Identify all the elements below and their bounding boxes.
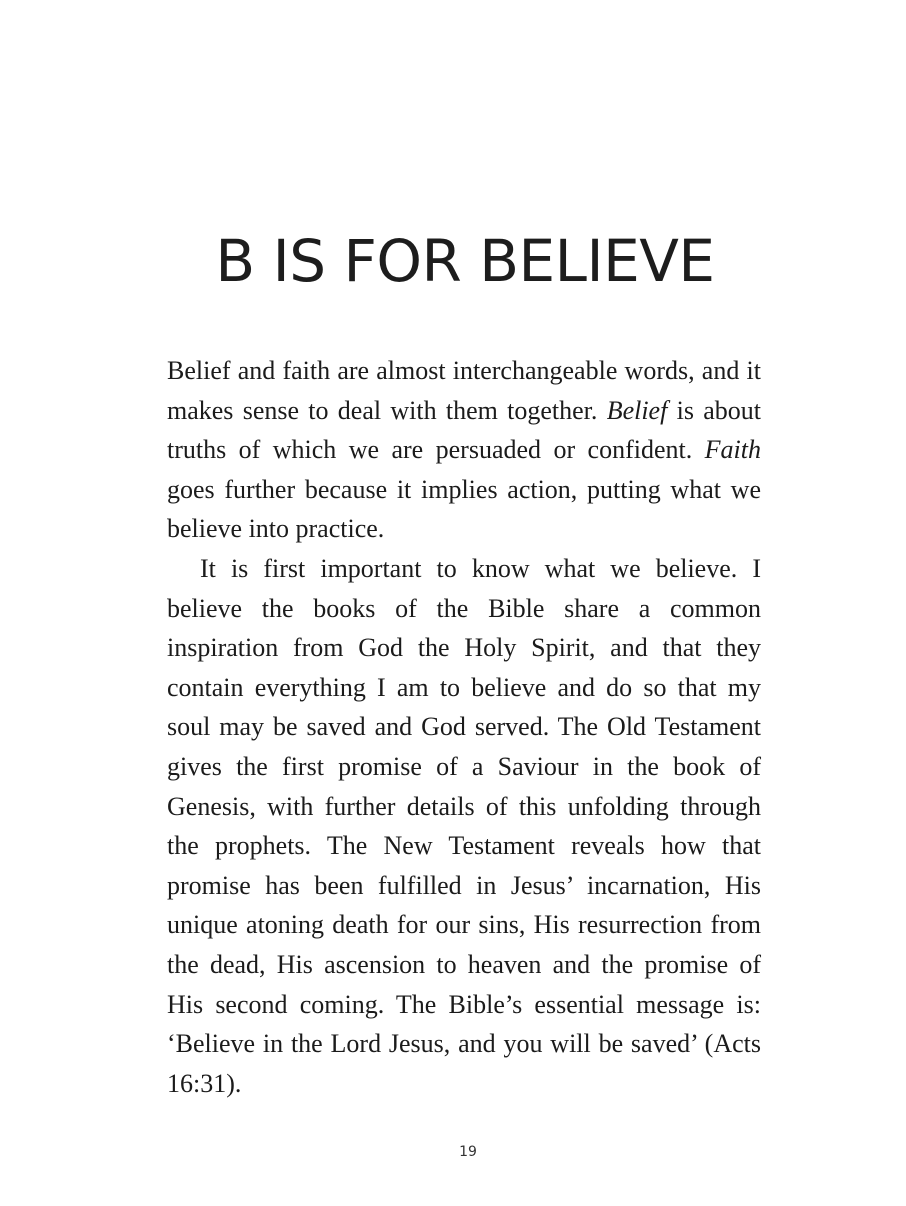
paragraph-2: It is first important to know what we believe. I believe the books of the Bible share a common inspiration from God the Holy Spirit, and that they contain everything I am to believe and do so that my soul may be saved and God served. The Old Testament gives the first promise of a Saviour in the book of Genesis, with further details of this unfolding through the prophets. The New Testament reveals how that promise has been fulfilled in Jesus’ incarnation, His unique atoning death for our sins, His resurrection from the dead, His ascension to heaven and the promise of His second coming. The Bible’s essential message is: ‘Believe in the Lord Jesus, and you will be saved’ (Acts 16:31). — [167, 553, 761, 1098]
paragraph-1-text-b: is about truths of which we are persuaded or confident. — [167, 395, 761, 465]
paragraph-1 — [167, 351, 761, 549]
paragraph-1-text-a: Belief and faith are almost interchangeable words, and it makes sense to deal with them together. — [167, 356, 761, 425]
paragraph-1-text-c: goes further because it implies action, putting what we believe into practice. — [167, 474, 761, 544]
paragraph-1-emphasis-belief: Belief — [606, 395, 668, 425]
page-number: 19 — [459, 1144, 477, 1160]
chapter-title: B IS FOR BELIEVE — [215, 227, 715, 295]
chapter-body — [167, 351, 761, 1103]
paragraph-1-emphasis-faith: Faith — [704, 435, 761, 465]
